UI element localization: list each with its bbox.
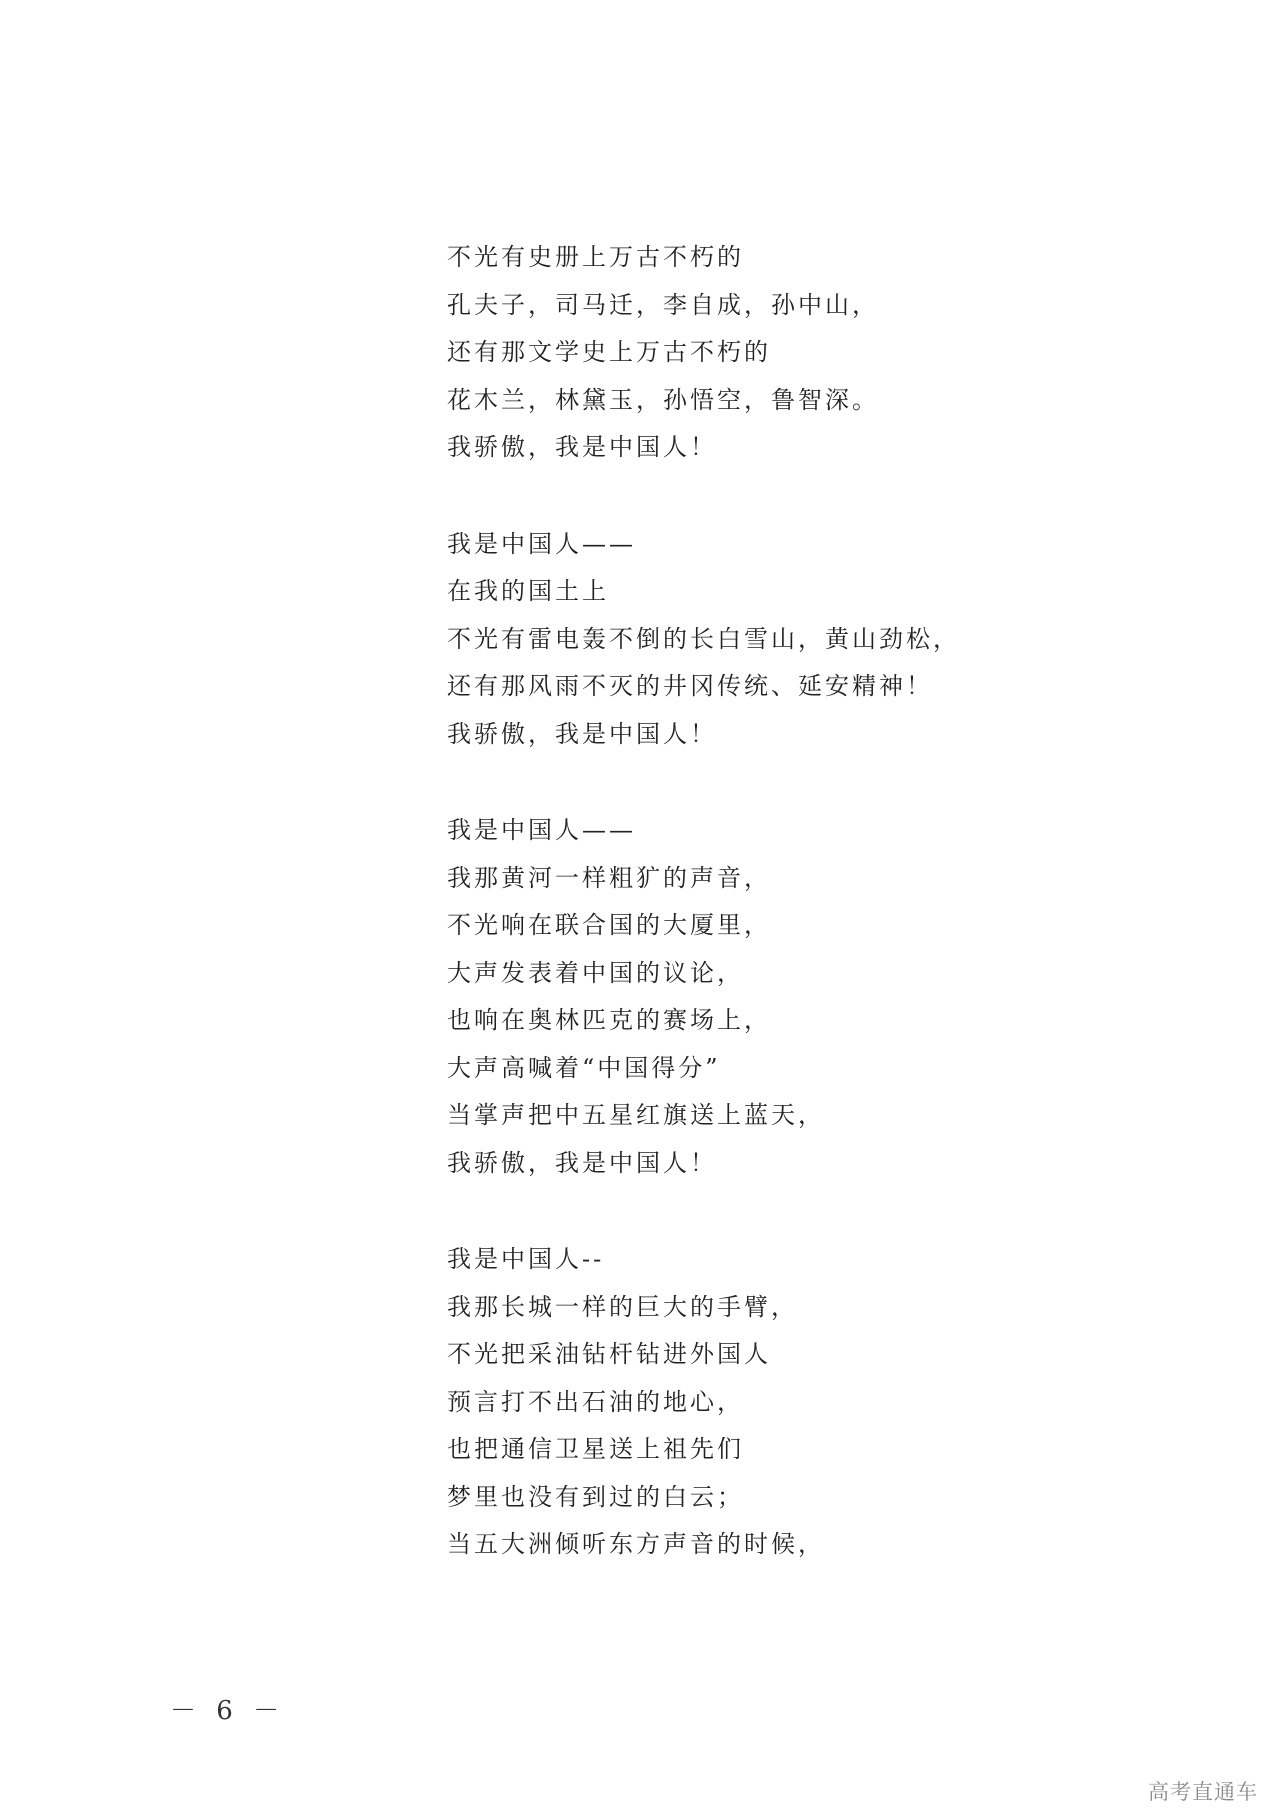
- poem-line: 我是中国人——: [447, 529, 636, 558]
- watermark: 高考直通车: [1148, 1780, 1258, 1804]
- poem-line: 还有那文学史上万古不朽的: [447, 338, 771, 366]
- poem-line: 不光有史册上万古不朽的: [447, 243, 744, 271]
- poem-line: 梦里也没有到过的白云；: [447, 1482, 744, 1511]
- poem-line: 我那长城一样的巨大的手臂，: [447, 1292, 798, 1321]
- poem-line: 不光有雷电轰不倒的长白雪山，黄山劲松，: [447, 624, 960, 653]
- page-number: － 6 －: [170, 1696, 286, 1726]
- poem-line: 我骄傲，我是中国人！: [447, 1148, 717, 1177]
- poem-line: 我那黄河一样粗犷的声音，: [447, 863, 771, 892]
- stanza: [447, 1236, 1207, 1569]
- poem-line: 也把通信卫星送上祖先们: [447, 1435, 744, 1463]
- poem-line: 也响在奥林匹克的赛场上，: [447, 1006, 771, 1034]
- poem-line: 当掌声把中五星红旗送上蓝天，: [447, 1101, 825, 1129]
- poem-line: 我骄傲，我是中国人！: [447, 719, 717, 748]
- poem-line: 不光把采油钻杆钻进外国人: [447, 1340, 771, 1368]
- poem-line: 孔夫子，司马迁，李自成，孙中山，: [447, 290, 879, 319]
- poem-line: 当五大洲倾听东方声音的时候，: [447, 1530, 825, 1558]
- poem-line: 还有那风雨不灭的井冈传统、延安精神！: [447, 672, 933, 700]
- poem-line: 我是中国人——: [447, 816, 636, 844]
- stanza: [447, 234, 1207, 472]
- poem-line: 我是中国人--: [447, 1245, 605, 1273]
- poem-line: 大声高喊着“中国得分”: [447, 1053, 721, 1082]
- stanza: [447, 807, 1207, 1187]
- poem-line: 大声发表着中国的议论，: [447, 958, 744, 987]
- poem-body: [447, 234, 1207, 1618]
- poem-line: 不光响在联合国的大厦里，: [447, 911, 771, 939]
- poem-line: 预言打不出石油的地心，: [447, 1387, 744, 1416]
- poem-line: 花木兰，林黛玉，孙悟空，鲁智深。: [447, 385, 879, 414]
- poem-line: 在我的国土上: [447, 577, 609, 605]
- poem-line: 我骄傲，我是中国人！: [447, 433, 717, 461]
- stanza: [447, 521, 1207, 759]
